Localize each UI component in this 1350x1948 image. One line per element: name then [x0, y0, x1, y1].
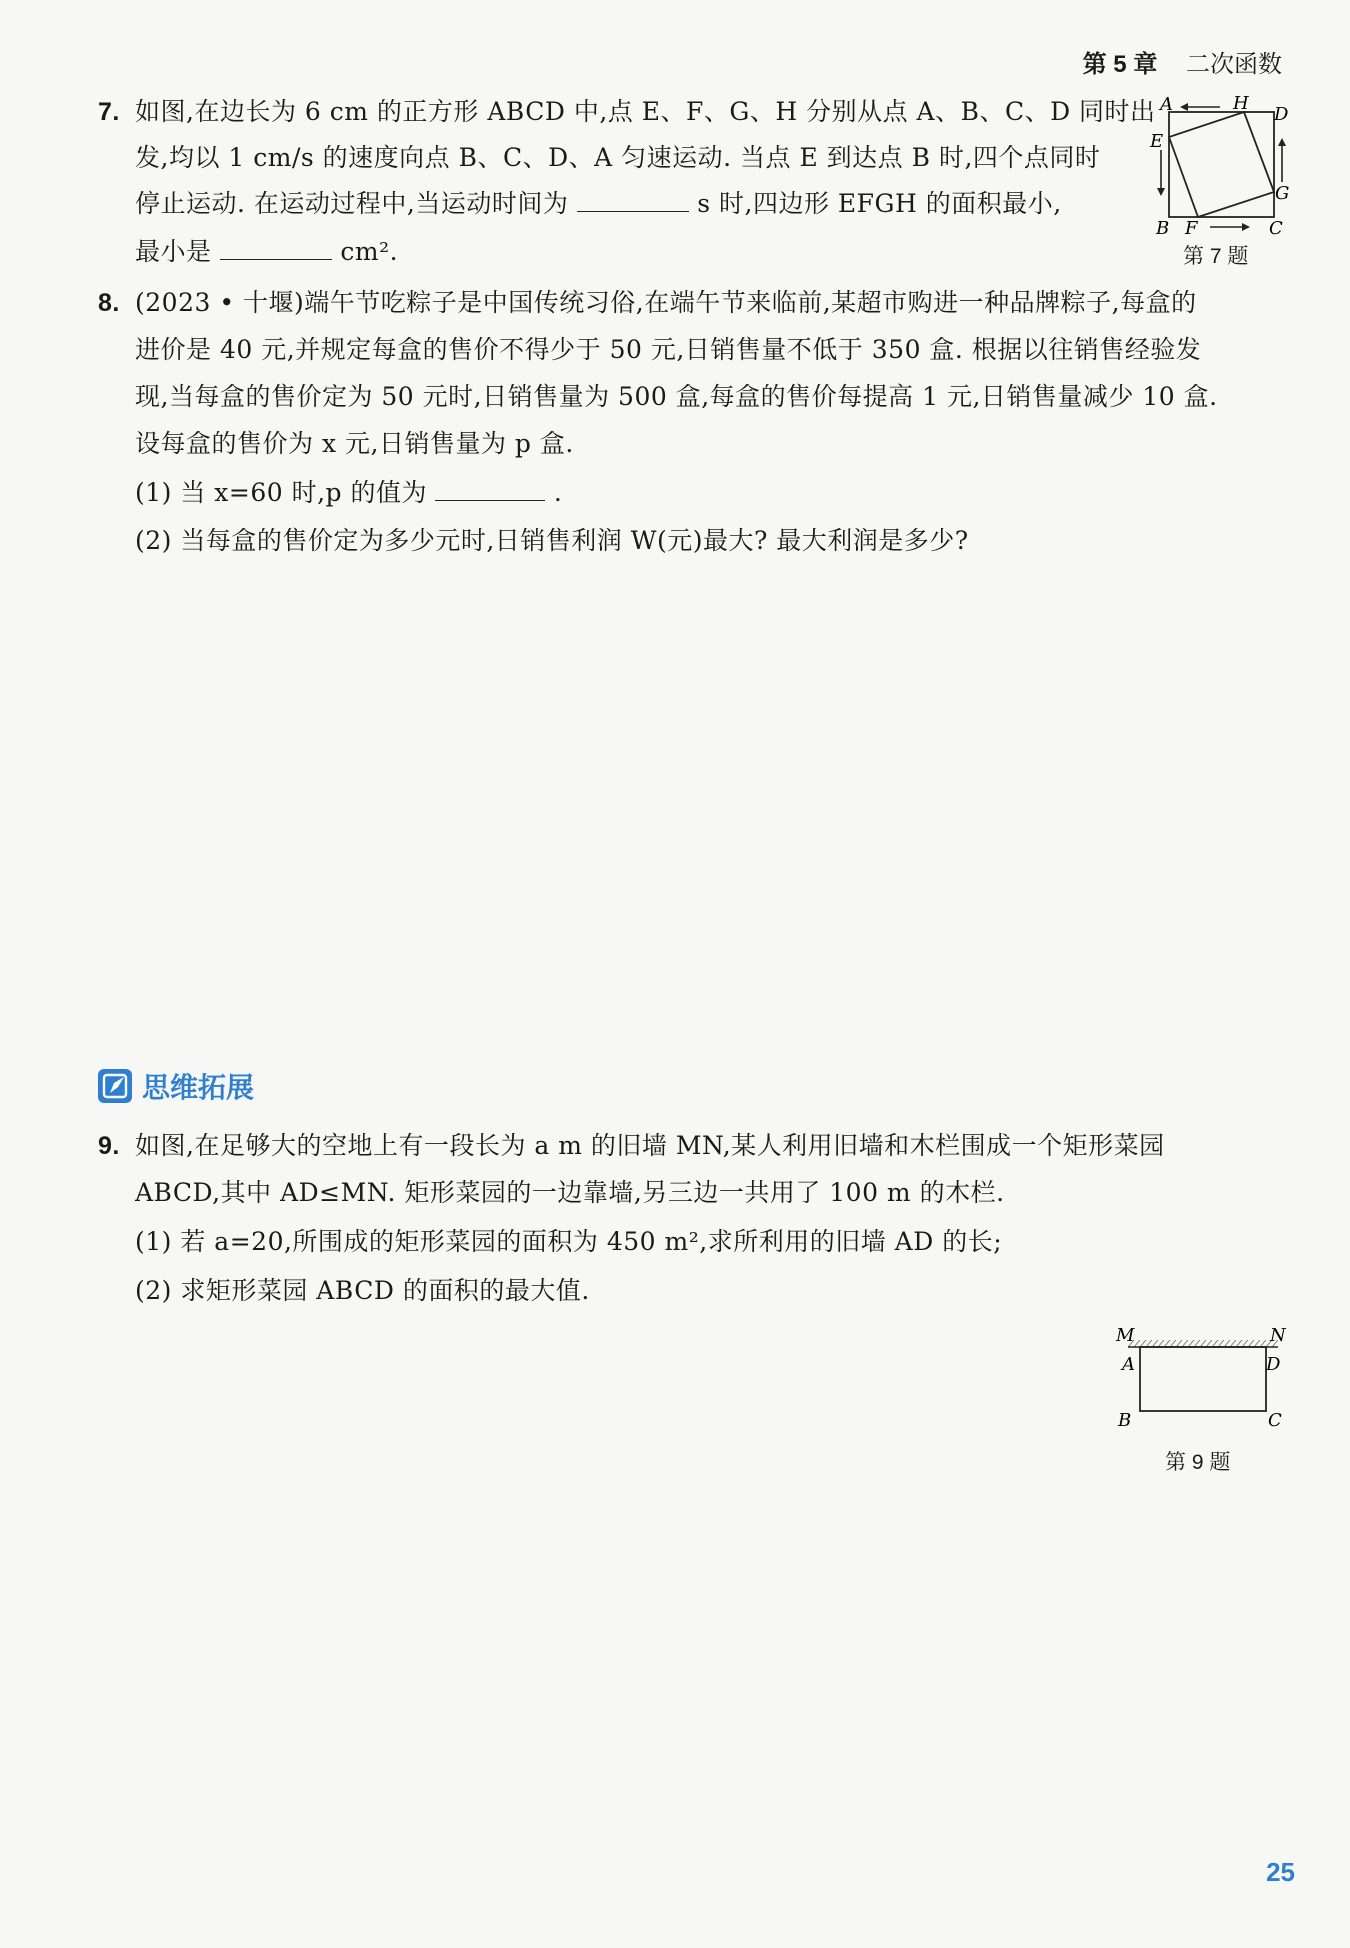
figure-9-label-D: D — [1266, 1354, 1281, 1375]
chapter-number: 第 5 章 — [1082, 51, 1158, 78]
question-9-sub-2: (2) 求矩形菜园 ABCD 的面积的最大值. — [135, 1276, 590, 1305]
answer-blank-p[interactable] — [435, 476, 545, 501]
question-8-line-1: (2023 • 十堰)端午节吃粽子是中国传统习俗,在端午节来临前,某超市购进一种品牌粽子,每盒的 — [135, 288, 1197, 317]
figure-7-label-B: B — [1156, 218, 1170, 239]
figure-9-label-A: A — [1122, 1354, 1135, 1375]
figure-7-label-C: C — [1269, 218, 1283, 239]
question-8-sub-1b: . — [553, 478, 563, 507]
question-8-line-2: 进价是 40 元,并规定每盒的售价不得少于 50 元,日销售量不低于 350 盒. 根据以往销售经验发 — [135, 335, 1202, 364]
question-8-sub-2: (2) 当每盒的售价定为多少元时,日销售利润 W(元)最大? 最大利润是多少? — [135, 526, 969, 555]
section-header-thinking-extension — [98, 1066, 254, 1106]
question-7-line-4 — [135, 235, 398, 269]
section-title: 思维拓展 — [142, 1072, 255, 1103]
question-9-sub-1: (1) 若 a=20,所围成的矩形菜园的面积为 450 m²,求所利用的旧墙 AD 的长; — [135, 1227, 1003, 1256]
figure-9-garden-diagram — [1110, 1318, 1290, 1438]
page-number: 25 — [1266, 1857, 1295, 1887]
question-9-line-2: ABCD,其中 AD≤MN. 矩形菜园的一边靠墙,另三边一共用了 100 m 的木栏. — [135, 1178, 1005, 1207]
question-7-line-2: 发,均以 1 cm/s 的速度向点 B、C、D、A 匀速运动. 当点 E 到达点 B 时,四个点同时 — [135, 143, 1101, 172]
question-9-line-1: 如图,在足够大的空地上有一段长为 a m 的旧墙 MN,某人利用旧墙和木栏围成一个矩形菜园 — [135, 1131, 1165, 1160]
question-8-number: 8. — [98, 289, 120, 317]
page-header — [1083, 44, 1282, 79]
figure-9-caption: 第 9 题 — [1165, 1451, 1231, 1474]
figure-9-label-M: M — [1116, 1325, 1135, 1346]
question-7-number: 7. — [98, 98, 120, 126]
pencil-icon — [98, 1069, 132, 1103]
answer-blank-area[interactable] — [220, 235, 332, 260]
question-9-number: 9. — [98, 1132, 120, 1160]
figure-7-label-D: D — [1274, 104, 1289, 125]
figure-7-label-E: E — [1150, 131, 1164, 152]
question-8-sub-1 — [135, 476, 562, 510]
question-8-line-4: 设每盒的售价为 x 元,日销售量为 p 盒. — [135, 429, 574, 458]
question-7-line-3 — [135, 187, 1062, 221]
figure-7-square-diagram — [1148, 92, 1298, 242]
question-7-line-4a: 最小是 — [135, 237, 212, 266]
figure-7-label-H: H — [1233, 93, 1249, 114]
question-7-line-1: 如图,在边长为 6 cm 的正方形 ABCD 中,点 E、F、G、H 分别从点 A、B、C、D 同时出 — [135, 97, 1156, 126]
answer-blank-time[interactable] — [577, 187, 689, 212]
figure-9-label-N: N — [1270, 1325, 1286, 1346]
question-7-line-3b: s 时,四边形 EFGH 的面积最小, — [697, 189, 1062, 218]
figure-7-label-G: G — [1275, 183, 1290, 204]
figure-9-label-C: C — [1268, 1410, 1282, 1431]
figure-9-label-B: B — [1118, 1410, 1132, 1431]
figure-7-label-A: A — [1160, 94, 1173, 115]
chapter-title: 二次函数 — [1186, 51, 1282, 78]
figure-7-caption: 第 7 题 — [1183, 245, 1249, 268]
question-8-sub-1a: (1) 当 x=60 时,p 的值为 — [135, 478, 428, 507]
question-7-line-3a: 停止运动. 在运动过程中,当运动时间为 — [135, 189, 569, 218]
question-8-line-3: 现,当每盒的售价定为 50 元时,日销售量为 500 盒,每盒的售价每提高 1 元,日销售量减少 10 盒. — [135, 382, 1218, 411]
question-7-line-4b: cm². — [340, 237, 399, 266]
figure-7-label-F: F — [1185, 218, 1198, 239]
